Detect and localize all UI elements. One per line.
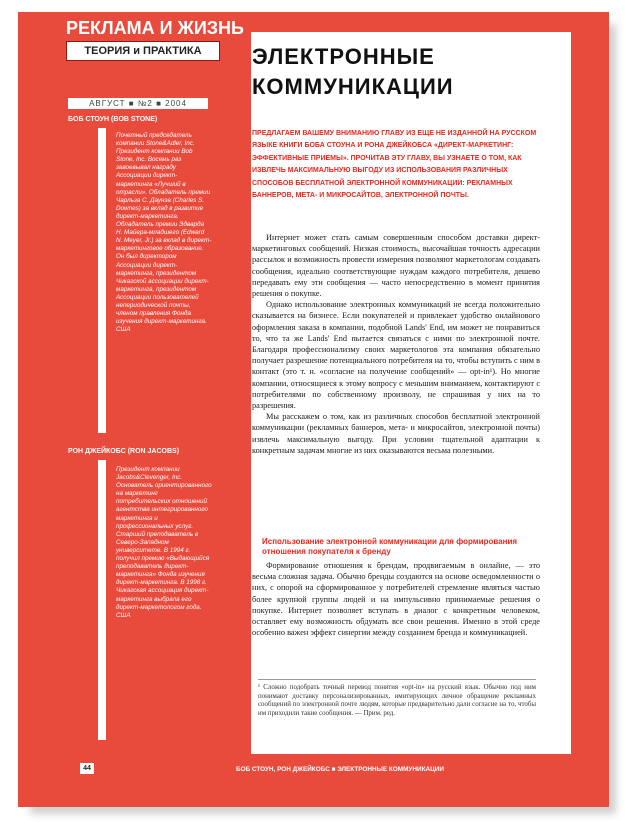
paragraph: Интернет может стать самым совершенным способом доставки директ-маркетинговых сообщений. Низкая стоимость, высочайшая точность адресации рассылок и возможность провести измерения позволяют маркетологам создавать сообщения, идеально соответствующие нуждам каждого потребителя, дешево передавать ему эти сообщения — часто непосредственно в момент принятия решения о покупке.: [252, 233, 540, 299]
author-bar: [98, 128, 106, 433]
masthead-subtitle: ТЕОРИЯ и ПРАКТИКА: [66, 41, 220, 61]
article-headline: ЭЛЕКТРОННЫЕ КОММУНИКАЦИИ: [252, 44, 454, 99]
footnote-rule: [258, 679, 536, 680]
paragraph: Мы расскажем о том, как из различных способов бесплатной электронной коммуникации (рекламных баннеров, мета- и микросайтов, электронной почты) извлечь максимальную выгоду. При условии тщательной адаптации к конкретным задачам многие из них оказываются весьма полезными.: [252, 412, 540, 455]
article-lede: ПРЕДЛАГАЕМ ВАШЕМУ ВНИМАНИЮ ГЛАВУ ИЗ ЕЩЕ НЕ ИЗДАННОЙ НА РУССКОМ ЯЗЫКЕ КНИГИ БОБА СТОУНА И РОНА ДЖЕЙКОБСА «ДИРЕКТ-МАРКЕТИНГ: ЭФФЕКТИВНЫЕ ПРИЕМЫ». ПРОЧИТАВ ЭТУ ГЛАВУ, ВЫ УЗНАЕТЕ О ТОМ, КАК ИЗВЛЕЧЬ МАКСИМАЛЬНУЮ ВЫГОДУ ИЗ ИСПОЛЬЗОВАНИЯ РАЗЛИЧНЫХ СПОСОБОВ БЕСПЛАТНОЙ ЭЛЕКТРОННОЙ КОММУНИКАЦИИ: РЕКЛАМНЫХ БАННЕРОВ, МЕТА- И МИКРОСАЙТОВ, ЭЛЕКТРОННОЙ ПОЧТЫ.: [252, 130, 537, 200]
article-body: [252, 232, 540, 456]
author-bar: [98, 460, 106, 740]
masthead-title: РЕКЛАМА И ЖИЗНЬ: [66, 18, 244, 38]
running-head: БОБ СТОУН, РОН ДЖЕЙКОБС ■ ЭЛЕКТРОННЫЕ КОММУНИКАЦИИ: [236, 766, 444, 773]
article-body-2: [252, 560, 540, 638]
author-bio: Президент компании Jacobs&Clevenger, Inc. Основатель ориентированного на маркетинг потребительских отношений агентства интегрированного маркетинга и профессиональных услуг. Старший преподаватель в Северо-Западном университете. В 1994 г. получил премию «Выдающийся преподаватель директ-маркетинга» Фонда изучения директ-маркетинга. В 1998 г. Чикагская ассоциация директ-маркетинга выбрала его директ-маркетологом года. США: [116, 466, 212, 619]
footnote: ¹ Сложно подобрать точный перевод понятия «opt-in» на русский язык. Обычно под ним понимают доставку персонализированных, имитирующих личное обращение рекламных сообщений по электронной почте людям, которые предварительно дали согласие на то, чтобы им приходили такие сообщения. — Прим. ред.: [258, 684, 536, 717]
section-subheading: Использование электронной коммуникации для формирования отношения покупателя к бренду: [262, 537, 518, 556]
author-name: РОН ДЖЕЙКОБС (RON JACOBS): [68, 448, 180, 455]
page-number: 44: [80, 763, 94, 774]
paragraph: Формирование отношения к брендам, продвигаемым в онлайне, — это весьма сложная задача. Обычно бренды создаются на основе осведомленности о них, с опорой на сформированное у потребителей стремление являться частью более крупной группы людей и на импульсивно принимаемые решения о покупке. Интернет позволяет вступать в диалог с конкретным человеком, оставляет ему возможность обдумать все свои решения. Именно в этой среде особенно важен эффект синергии между созданием бренда и коммуникацией.: [252, 561, 540, 638]
paragraph: Однако использование электронных коммуникаций не всегда положительно сказывается на бизнесе. Если покупателей и привлекает удобство онлайнового оформления заказа в компании, подобной Lands' End, им может не понравиться то, что та же Lands' End пытается связаться с ними по электронной почте. Благодаря профессионализму своих маркетологов эта компания обязательно получает разрешение потенциального потребителя на то, чтобы вступить с ним в контакт (это т. н. «согласие на получение сообщений» — opt-in¹). Но многие компании, относящиеся к этому вопросу с меньшим вниманием, контактируют с потребителями по собственному произволу, не спрашивая у них на то разрешения.: [252, 300, 540, 411]
issue-date: АВГУСТ ■ №2 ■ 2004: [68, 98, 208, 109]
masthead: [66, 18, 244, 70]
author-name: БОБ СТОУН (BOB STONE): [68, 116, 158, 123]
author-bio: Почетный председатель компании Stone&Adler, Inc. Президент компании Bob Stone, Inc. Восемь раз завоевывал награду Ассоциации директ-маркетинга «Лучший в отрасли». Обладатель премии Чарльза С. Даунза (Charles S. Downes) за вклад в развитие директ-маркетинга. Обладатель премии Эдварда Н. Майера-младшего (Edward N. Meyer, Jr.) за вклад в директ-маркетинговое образование. Он был директором Ассоциации директ-маркетинга, президентом Чикагской ассоциации директ-маркетинга, президентом Ассоциации пользователей непериодической почты, членом правления Фонда изучения директ-маркетинга. США: [116, 132, 212, 334]
